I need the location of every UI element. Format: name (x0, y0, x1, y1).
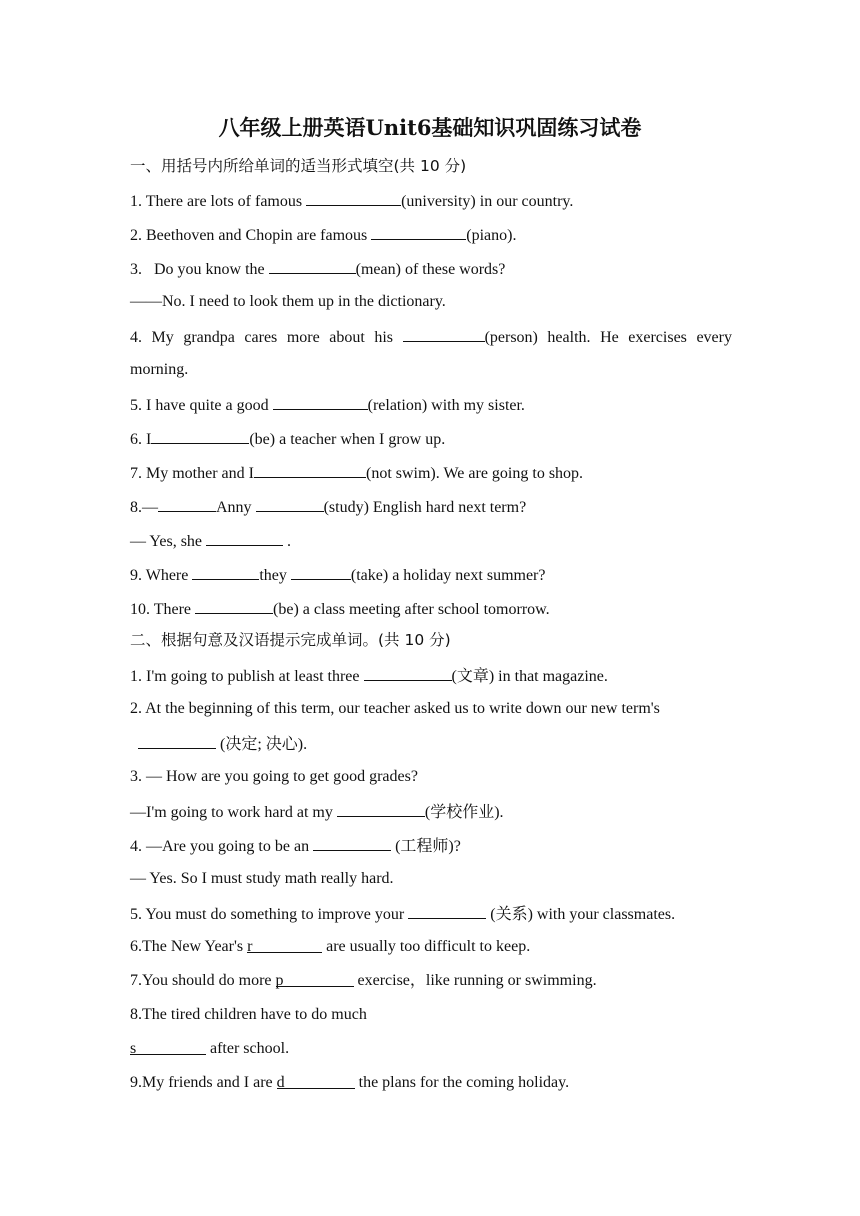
question-line: 4. My grandpa cares more about his (person) health. He exercises every (130, 325, 732, 349)
question-line: 2. At the beginning of this term, our teacher asked us to write down our new term's (130, 700, 660, 717)
question-line: 7.You should do more p exercise，like running or swimming. (130, 972, 597, 989)
answer-blank[interactable] (408, 902, 486, 919)
answer-blank[interactable] (256, 495, 324, 512)
question-line: 10. There (be) a class meeting after school tomorrow. (130, 597, 732, 621)
answer-blank[interactable] (158, 495, 216, 512)
question-line: 4. —Are you going to be an (工程师)? (130, 834, 732, 858)
answer-line: — Yes. So I must study math really hard. (130, 870, 394, 887)
answer-blank[interactable] (195, 597, 273, 614)
question-line-continued: s after school. (130, 1040, 290, 1057)
answer-blank[interactable] (371, 223, 466, 240)
question-line: 9.My friends and I are d the plans for the coming holiday. (130, 1074, 570, 1091)
question-line: 5. You must do something to improve your (关系) with your classmates. (130, 902, 732, 926)
question-line: 3. — How are you going to get good grades? (130, 768, 418, 785)
answer-blank[interactable] (364, 664, 452, 681)
question-line: 6.The New Year's r are usually too difficult to keep. (130, 938, 531, 955)
answer-blank[interactable] (151, 427, 249, 444)
answer-blank[interactable] (403, 325, 485, 342)
answer-line: ——No. I need to look them up in the dictionary. (130, 293, 446, 310)
answer-blank[interactable] (291, 563, 351, 580)
answer-line: —I'm going to work hard at my (学校作业). (130, 800, 732, 824)
answer-blank[interactable] (138, 732, 216, 749)
answer-blank[interactable] (269, 257, 356, 274)
question-line: 7. My mother and I (not swim). We are going to shop. (130, 461, 732, 485)
answer-blank[interactable] (313, 834, 391, 851)
question-line: 1. I'm going to publish at least three (文章) in that magazine. (130, 664, 732, 688)
answer-blank[interactable] (247, 936, 322, 953)
hint-letter: p (275, 972, 284, 989)
answer-blank[interactable] (277, 1072, 355, 1089)
hint-letter: s (130, 1040, 137, 1057)
question-line: 2. Beethoven and Chopin are famous (piano). (130, 223, 732, 247)
answer-blank[interactable] (192, 563, 259, 580)
section-heading-1: 一、用括号内所给单词的适当形式填空(共 10 分) (130, 157, 467, 175)
question-line: 8.The tired children have to do much (130, 1006, 367, 1023)
question-line: 8.— Anny (study) English hard next term? (130, 495, 732, 519)
answer-blank[interactable] (276, 970, 354, 987)
section-heading-2: 二、根据句意及汉语提示完成单词。(共 10 分) (130, 631, 451, 649)
question-line: 5. I have quite a good (relation) with my sister. (130, 393, 732, 417)
answer-blank[interactable] (337, 800, 425, 817)
answer-blank[interactable] (130, 1038, 206, 1055)
answer-blank[interactable] (306, 189, 401, 206)
page-title: 八年级上册英语Unit6基础知识巩固练习试卷 (218, 115, 642, 140)
hint-letter: r (247, 938, 253, 955)
hint-letter: d (276, 1074, 285, 1091)
answer-blank[interactable] (273, 393, 368, 410)
question-line: 3. Do you know the (mean) of these words? (130, 257, 732, 281)
answer-blank[interactable] (254, 461, 366, 478)
question-line: 6. I (be) a teacher when I grow up. (130, 427, 732, 451)
question-line-continued: morning. (130, 361, 189, 378)
question-line: 9. Where they (take) a holiday next summer? (130, 563, 732, 587)
answer-blank[interactable] (206, 529, 283, 546)
question-line-continued: (决定; 决心). (130, 732, 732, 756)
question-line: — Yes, she . (130, 529, 732, 553)
question-line: 1. There are lots of famous (university) in our country. (130, 189, 732, 213)
